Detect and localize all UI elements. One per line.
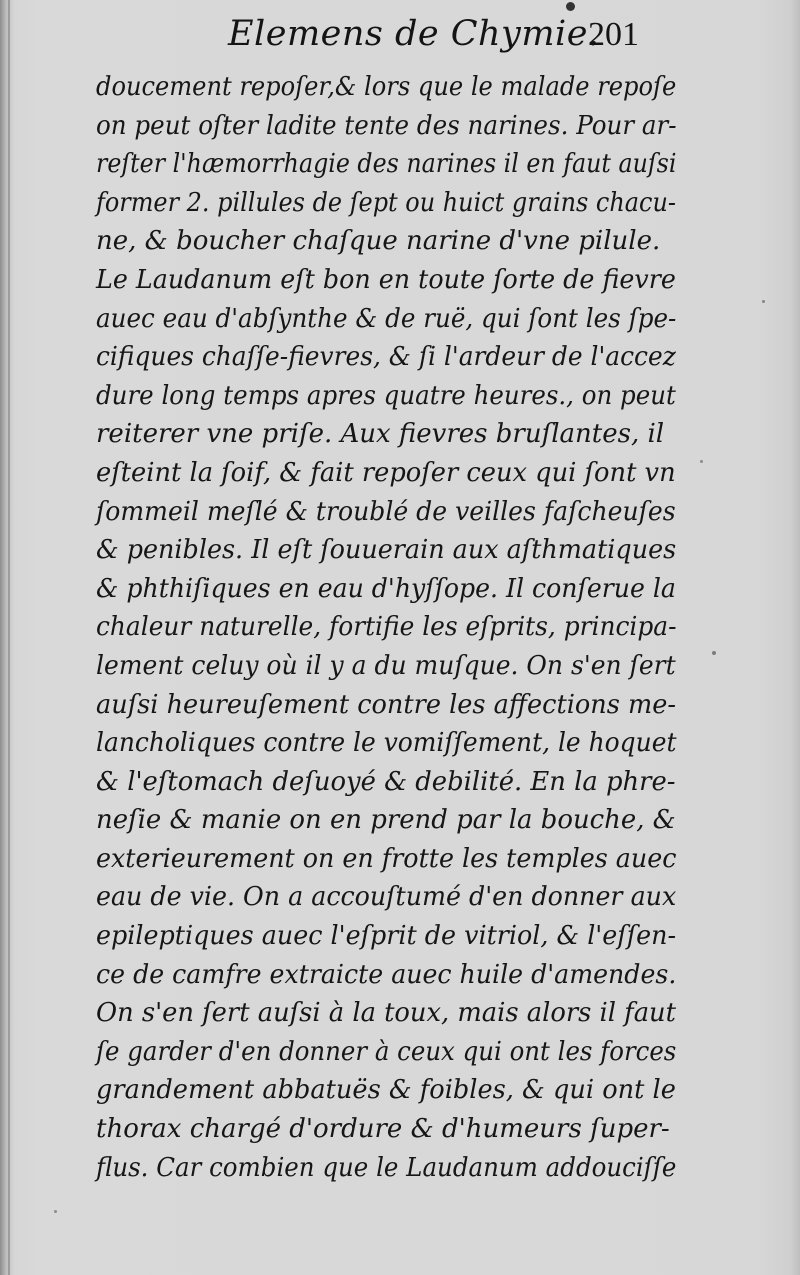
text-line: & phthiſiques en eau d'hyſſope. Il conſerue la xyxy=(96,573,676,604)
text-line: former 2. pillules de ſept ou huict grains chacu- xyxy=(96,187,676,218)
text-line: Le Laudanum eſt bon en toute ſorte de fievre xyxy=(96,264,676,295)
paper-speck xyxy=(712,651,716,655)
text-line: & l'eſtomach deſuoyé & debilité. En la phre- xyxy=(96,766,676,797)
text-line: doucement repoſer,& lors que le malade repoſe xyxy=(96,72,677,102)
text-line: reſter l'hæmorrhagie des narines il en faut auſsi xyxy=(96,149,677,180)
text-line: & penibles. Il eſt ſouuerain aux aſthmatiques xyxy=(96,535,677,566)
page-number: 201 xyxy=(588,16,639,53)
text-line: reiterer vne priſe. Aux fievres bruſlantes, il xyxy=(96,419,665,450)
text-line: eau de vie. On a accouſtumé d'en donner aux xyxy=(96,882,677,913)
text-line: epileptiques auec l'eſprit de vitriol, & l'eſſen- xyxy=(96,921,677,952)
text-line: ſommeil meſlé & troublé de veilles faſcheuſes xyxy=(96,496,676,527)
text-line: thorax chargé d'ordure & d'humeurs ſuper- xyxy=(96,1114,670,1145)
text-line: lancholiques contre le vomiſſement, le hoquet xyxy=(96,728,677,759)
text-line: neſie & manie on en prend par la bouche, & xyxy=(96,805,676,836)
binding-gutter xyxy=(8,0,10,1275)
paper-speck xyxy=(700,460,703,463)
text-line: ne, & boucher chaſque narine d'vne pilule. xyxy=(96,226,661,257)
text-line: ſe garder d'en donner à ceux qui ont les forces xyxy=(96,1036,677,1067)
running-title: Elemens de Chymie. xyxy=(228,14,600,54)
text-line: auec eau d'abſynthe & de ruë, qui ſont les ſpe- xyxy=(96,303,677,334)
text-line: exterieurement on en frotte les temples auec xyxy=(96,843,677,874)
text-line: cifiques chaſſe-fievres, & ſi l'ardeur de l'accez xyxy=(96,342,676,373)
body-text xyxy=(96,68,676,1187)
text-line: eſteint la ſoif, & fait repoſer ceux qui ſont vn xyxy=(96,457,676,488)
page-header xyxy=(0,14,800,64)
text-line: flus. Car combien que le Laudanum addouciſſe xyxy=(96,1152,677,1183)
paper-speck xyxy=(566,2,575,11)
text-line: lement celuy où il y a du muſque. On s'en ſert xyxy=(96,650,676,681)
text-line: grandement abbatuës & foibles, & qui ont le xyxy=(96,1075,676,1106)
text-line: On s'en ſert auſsi à la toux, mais alors il faut xyxy=(96,998,676,1029)
text-line: ce de camfre extraicte auec huile d'amendes. xyxy=(96,959,677,990)
paper-speck xyxy=(762,300,765,303)
text-line: auſsi heureuſement contre les affections me- xyxy=(96,689,676,720)
text-line: chaleur naturelle, fortifie les eſprits, principa- xyxy=(96,612,677,643)
paper-speck xyxy=(54,1210,57,1213)
text-line: dure long temps apres quatre heures., on peut xyxy=(96,380,676,411)
text-line: on peut oſter ladite tente des narines. Pour ar- xyxy=(96,110,677,141)
